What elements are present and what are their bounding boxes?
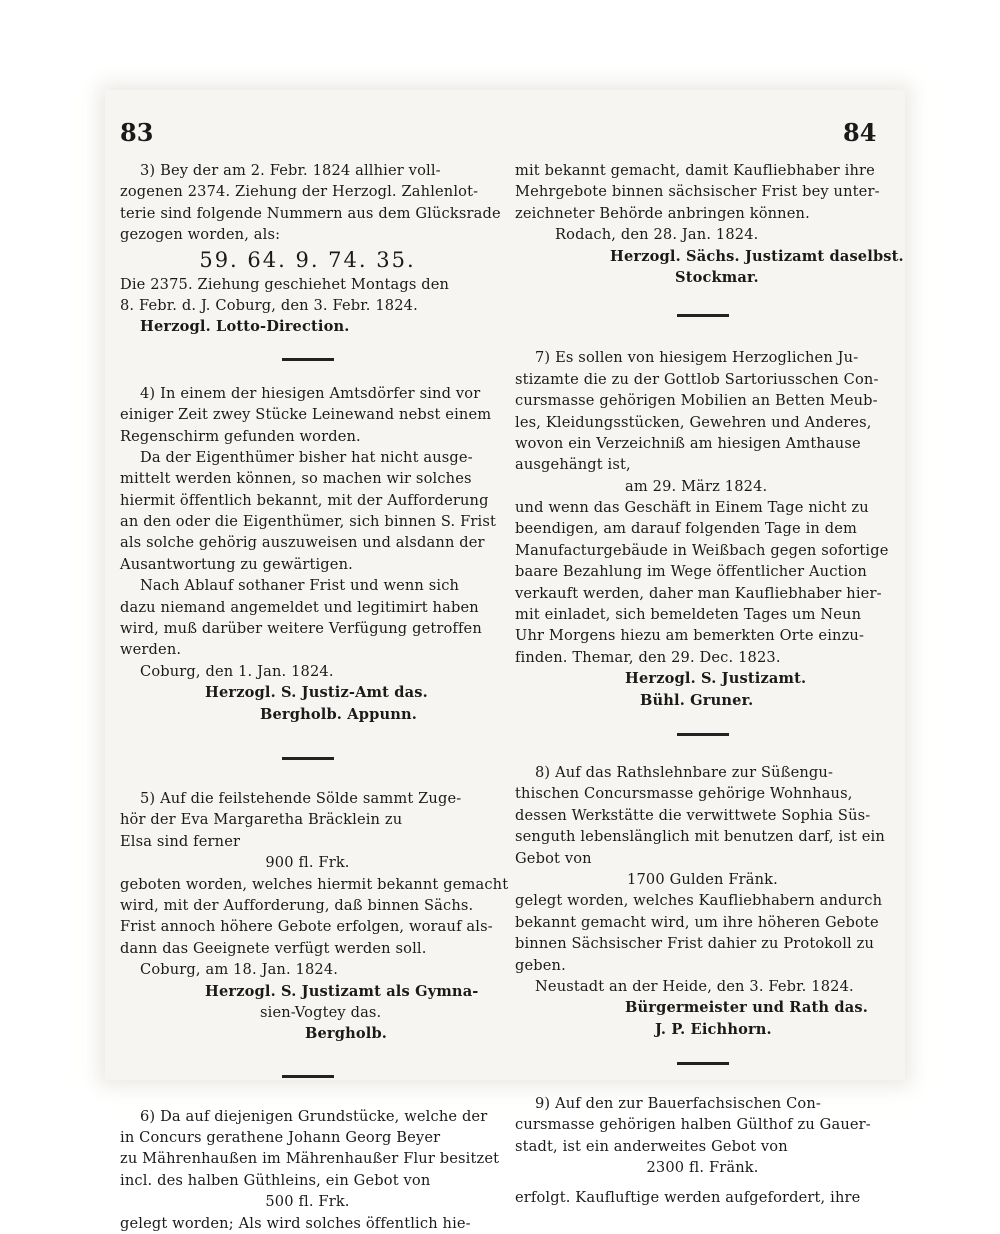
bid-amount: 500 fl. Frk. — [265, 1193, 350, 1211]
text-line: les, Kleidungsstücken, Gewehren und Anderes, — [515, 413, 872, 431]
page-number-right: 84 — [843, 118, 877, 147]
left-column — [120, 160, 509, 1234]
signature: Herzogl. Sächs. Justizamt daselbst. — [610, 247, 904, 265]
text-line: gelegt worden; Als wird solches öffentlich hie- — [120, 1214, 471, 1232]
notice-5 — [120, 788, 509, 1045]
text-line: mit einladet, sich bemeldeten Tages um Neun — [515, 606, 862, 624]
text-line: baare Bezahlung im Wege öffentlicher Auction — [515, 563, 867, 581]
text-line: Manufacturgebäude in Weißbach gegen sofortige — [515, 541, 889, 559]
signature: Bergholb. Appunn. — [260, 705, 417, 723]
bid-amount: 1700 Gulden Fränk. — [627, 870, 778, 888]
text-line: Gebot von — [515, 849, 592, 867]
notice-6 — [120, 1106, 500, 1234]
dateline: Rodach, den 28. Jan. 1824. — [555, 226, 759, 244]
text-line: beendigen, am darauf folgenden Tage in dem — [515, 520, 858, 538]
notice-4 — [120, 383, 495, 725]
signature: Herzogl. S. Justizamt als Gymna- — [205, 982, 479, 1000]
text-line: 8) Auf das Rathslehnbare zur Süßengu- — [535, 763, 834, 781]
text-line: cursmasse gehörigen halben Gülthof zu Gauer- — [515, 1116, 871, 1134]
text-line: Mehrgebote binnen sächsischer Frist bey unter- — [515, 183, 880, 201]
text-line: finden. Themar, den 29. Dec. 1823. — [515, 648, 781, 666]
text-line: Regenschirm gefunden worden. — [120, 427, 361, 445]
text-line: in Concurs gerathene Johann Georg Beyer — [120, 1129, 441, 1147]
notice-9 — [515, 1093, 890, 1208]
text-line: Nach Ablauf sothaner Frist und wenn sich — [140, 577, 460, 595]
text-line: 8. Febr. d. J. Coburg, den 3. Febr. 1824. — [120, 296, 418, 314]
text-line: incl. des halben Güthleins, ein Gebot von — [120, 1171, 431, 1189]
text-line: wird, mit der Aufforderung, daß binnen Sächs. — [120, 896, 474, 914]
notice-8 — [515, 762, 890, 1040]
page-number-left: 83 — [120, 118, 154, 147]
notice-7 — [515, 347, 890, 711]
bid-amount: 2300 fl. Fränk. — [646, 1159, 759, 1177]
text-line: Elsa sind ferner — [120, 832, 241, 850]
dateline: Coburg, am 18. Jan. 1824. — [140, 961, 339, 979]
text-line: geben. — [515, 956, 566, 974]
text-line: thischen Concursmasse gehörige Wohnhaus, — [515, 785, 853, 803]
text-line: 9) Auf den zur Bauerfachsischen Con- — [535, 1095, 822, 1113]
section-divider — [677, 1062, 729, 1065]
text-line: Die 2375. Ziehung geschiehet Montags den — [120, 275, 450, 293]
signature: Herzogl. S. Justiz-Amt das. — [205, 684, 428, 702]
signature: Bürgermeister und Rath das. — [625, 999, 868, 1017]
text-line: bekannt gemacht wird, um ihre höheren Gebote — [515, 913, 879, 931]
text-line: Uhr Morgens hiezu am bemerkten Orte einzu- — [515, 627, 865, 645]
signature: Bühl. Gruner. — [640, 691, 754, 709]
text-line: erfolgt. Kaufluftige werden aufgefordert, ihre — [515, 1188, 861, 1206]
text-line: dessen Werkstätte die verwittwete Sophia Süs- — [515, 806, 871, 824]
section-divider — [282, 757, 334, 760]
signature: sien-Vogtey das. — [260, 1003, 382, 1021]
text-line: einiger Zeit zwey Stücke Leinewand nebst einem — [120, 406, 492, 424]
text-line: und wenn das Geschäft in Einem Tage nicht zu — [515, 499, 869, 517]
text-line: terie sind folgende Nummern aus dem Glücksrade — [120, 204, 501, 222]
text-line: an den oder die Eigenthümer, sich binnen S. Frist — [120, 513, 496, 531]
dateline: Coburg, den 1. Jan. 1824. — [140, 662, 334, 680]
text-line: gezogen worden, als: — [120, 226, 281, 244]
text-line: 5) Auf die feilstehende Sölde sammt Zuge- — [140, 789, 462, 807]
text-line: zu Mährenhaußen im Mährenhaußer Flur besitzet — [120, 1150, 500, 1168]
lottery-numbers: 59. 64. 9. 74. 35. — [199, 247, 416, 272]
text-line: verkauft werden, daher man Kaufliebhaber hier- — [515, 584, 882, 602]
right-column — [515, 160, 904, 1208]
section-divider — [282, 358, 334, 361]
text-line: dann das Geeignete verfügt werden soll. — [120, 939, 427, 957]
notice-6-continued — [515, 160, 904, 288]
text-line: zogenen 2374. Ziehung der Herzogl. Zahlenlot- — [120, 183, 479, 201]
signature: Bergholb. — [305, 1025, 388, 1043]
text-line: Ausantwortung zu gewärtigen. — [120, 555, 353, 573]
text-line: senguth lebenslänglich mit benutzen darf, ist ein — [515, 828, 885, 846]
text-line: wird, muß darüber weitere Verfügung getroffen — [120, 620, 482, 638]
text-line: hör der Eva Margaretha Bräcklein zu — [120, 811, 403, 829]
text-line: zeichneter Behörde anbringen können. — [515, 204, 810, 222]
dateline: Neustadt an der Heide, den 3. Febr. 1824. — [535, 977, 854, 995]
section-divider — [677, 733, 729, 736]
text-line: 7) Es sollen von hiesigem Herzoglichen Ju- — [535, 349, 859, 367]
text-line: 6) Da auf diejenigen Grundstücke, welche der — [140, 1107, 488, 1125]
text-line: cursmasse gehörigen Mobilien an Betten Meub- — [515, 392, 878, 410]
section-divider — [282, 1075, 334, 1078]
text-line: mit bekannt gemacht, damit Kaufliebhaber ihre — [515, 162, 875, 179]
text-line: hiermit öffentlich bekannt, mit der Aufforderung — [120, 491, 489, 509]
signature: Stockmar. — [675, 268, 759, 286]
section-divider — [677, 314, 729, 317]
text-line: binnen Sächsischer Frist dahier zu Protokoll zu — [515, 935, 875, 953]
bid-amount: 900 fl. Frk. — [265, 854, 350, 872]
text-line: ausgehängt ist, — [515, 456, 631, 474]
text-line: stizamte die zu der Gottlob Sartoriusschen Con- — [515, 370, 879, 388]
auction-date: am 29. März 1824. — [625, 477, 768, 495]
text-line: als solche gehörig auszuweisen und alsdann der — [120, 534, 485, 552]
text-line: werden. — [120, 641, 182, 659]
text-line: mittelt werden können, so machen wir solches — [120, 470, 472, 488]
text-line: geboten worden, welches hiermit bekannt gemacht — [120, 875, 509, 893]
text-line: wovon ein Verzeichniß am hiesigen Amthause — [515, 434, 861, 452]
text-line: dazu niemand angemeldet und legitimirt haben — [120, 598, 479, 616]
text-line: gelegt worden, welches Kaufliebhabern andurch — [515, 892, 883, 910]
text-line: 4) In einem der hiesigen Amtsdörfer sind vor — [140, 384, 481, 402]
notice-3 — [120, 160, 501, 338]
signature: J. P. Eichhorn. — [655, 1020, 772, 1038]
signature: Herzogl. S. Justizamt. — [625, 670, 807, 688]
signature: Herzogl. Lotto-Direction. — [140, 318, 350, 336]
text-line: Da der Eigenthümer bisher hat nicht ausge- — [140, 448, 473, 466]
text-line: 3) Bey der am 2. Febr. 1824 allhier voll- — [140, 162, 441, 179]
text-line: Frist annoch höhere Gebote erfolgen, worauf als- — [120, 918, 493, 936]
text-line: stadt, ist ein anderweites Gebot von — [515, 1137, 788, 1155]
